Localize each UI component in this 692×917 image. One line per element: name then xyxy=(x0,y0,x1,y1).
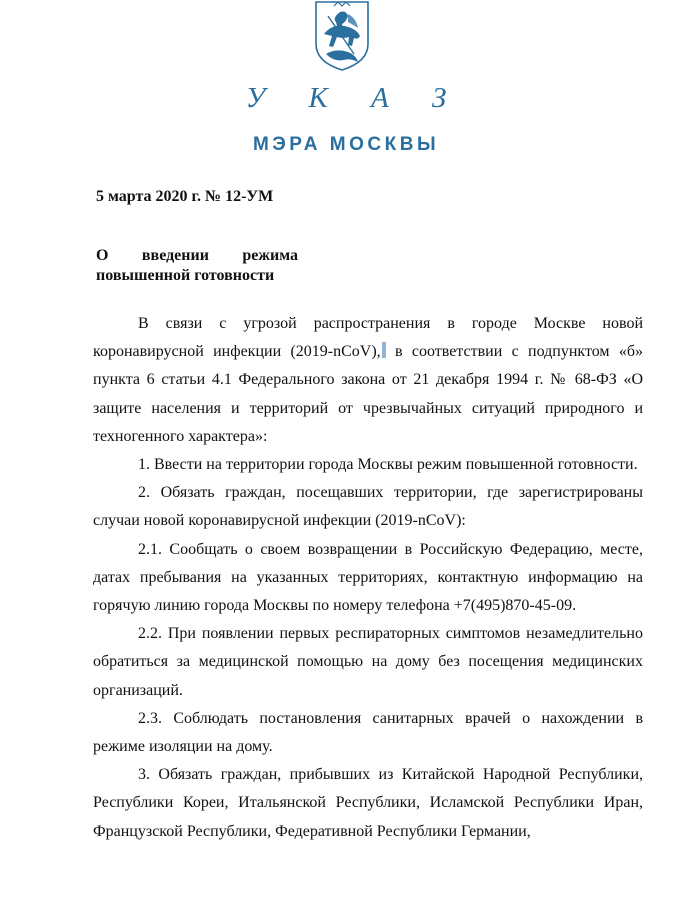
preamble-text-part-2: в соответствии с подпунктом «б» пункта 6 статьи 4.1 Федерального закона от 21 декабря 1994 г. № 68-ФЗ «О защите населения и территорий от чрезвычайных ситуаций природного и техногенного характера»: xyxy=(93,343,644,445)
item-2-2-paragraph: 2.2. При появлении первых респираторных симптомов незамедлительно обратиться за медицинской помощью на дому без посещения медицинских организаций. xyxy=(93,625,643,699)
item-2-3-paragraph: 2.3. Соблюдать постановления санитарных врачей о нахождении в режиме изоляции на дому. xyxy=(93,709,643,756)
item-1-paragraph: 1. Ввести на территории города Москвы режим повышенной готовности. xyxy=(138,456,638,474)
preamble-paragraph xyxy=(93,310,643,451)
item-3-paragraph: 3. Обязать граждан, прибывших из Китайской Народной Республики, Республики Кореи, Итальянской Республики, Исламской Республики Иран, Французской Республики, Федеративной Республики Германии, xyxy=(93,766,643,840)
moscow-coat-of-arms-icon xyxy=(312,0,372,72)
decree-subject xyxy=(96,246,298,286)
item-2-1-paragraph: 2.1. Сообщать о своем возвращении в Российскую Федерацию, месте, датах пребывания на указанных территориях, контактную информацию на горячую линию города Москвы по номеру телефона +7(495)870-45-09. xyxy=(93,540,643,615)
item-2-paragraph: 2. Обязать граждан, посещавших территории, где зарегистрированы случаи новой коронавирусной инфекции (2019-nCoV): xyxy=(93,484,643,530)
decree-title: У К А З xyxy=(245,82,465,114)
decree-body xyxy=(93,310,643,846)
decree-subtitle: МЭРА МОСКВЫ xyxy=(252,134,440,155)
subject-line-1: О введении режима xyxy=(96,247,298,264)
preamble-text-part-1: В связи с угрозой распространения в городе Москве новой коронавирусной инфекции (2019-nCoV), xyxy=(93,315,643,361)
subject-line-2: повышенной готовности xyxy=(96,267,275,284)
date-and-number: 5 марта 2020 г. № 12-УМ xyxy=(96,188,274,205)
